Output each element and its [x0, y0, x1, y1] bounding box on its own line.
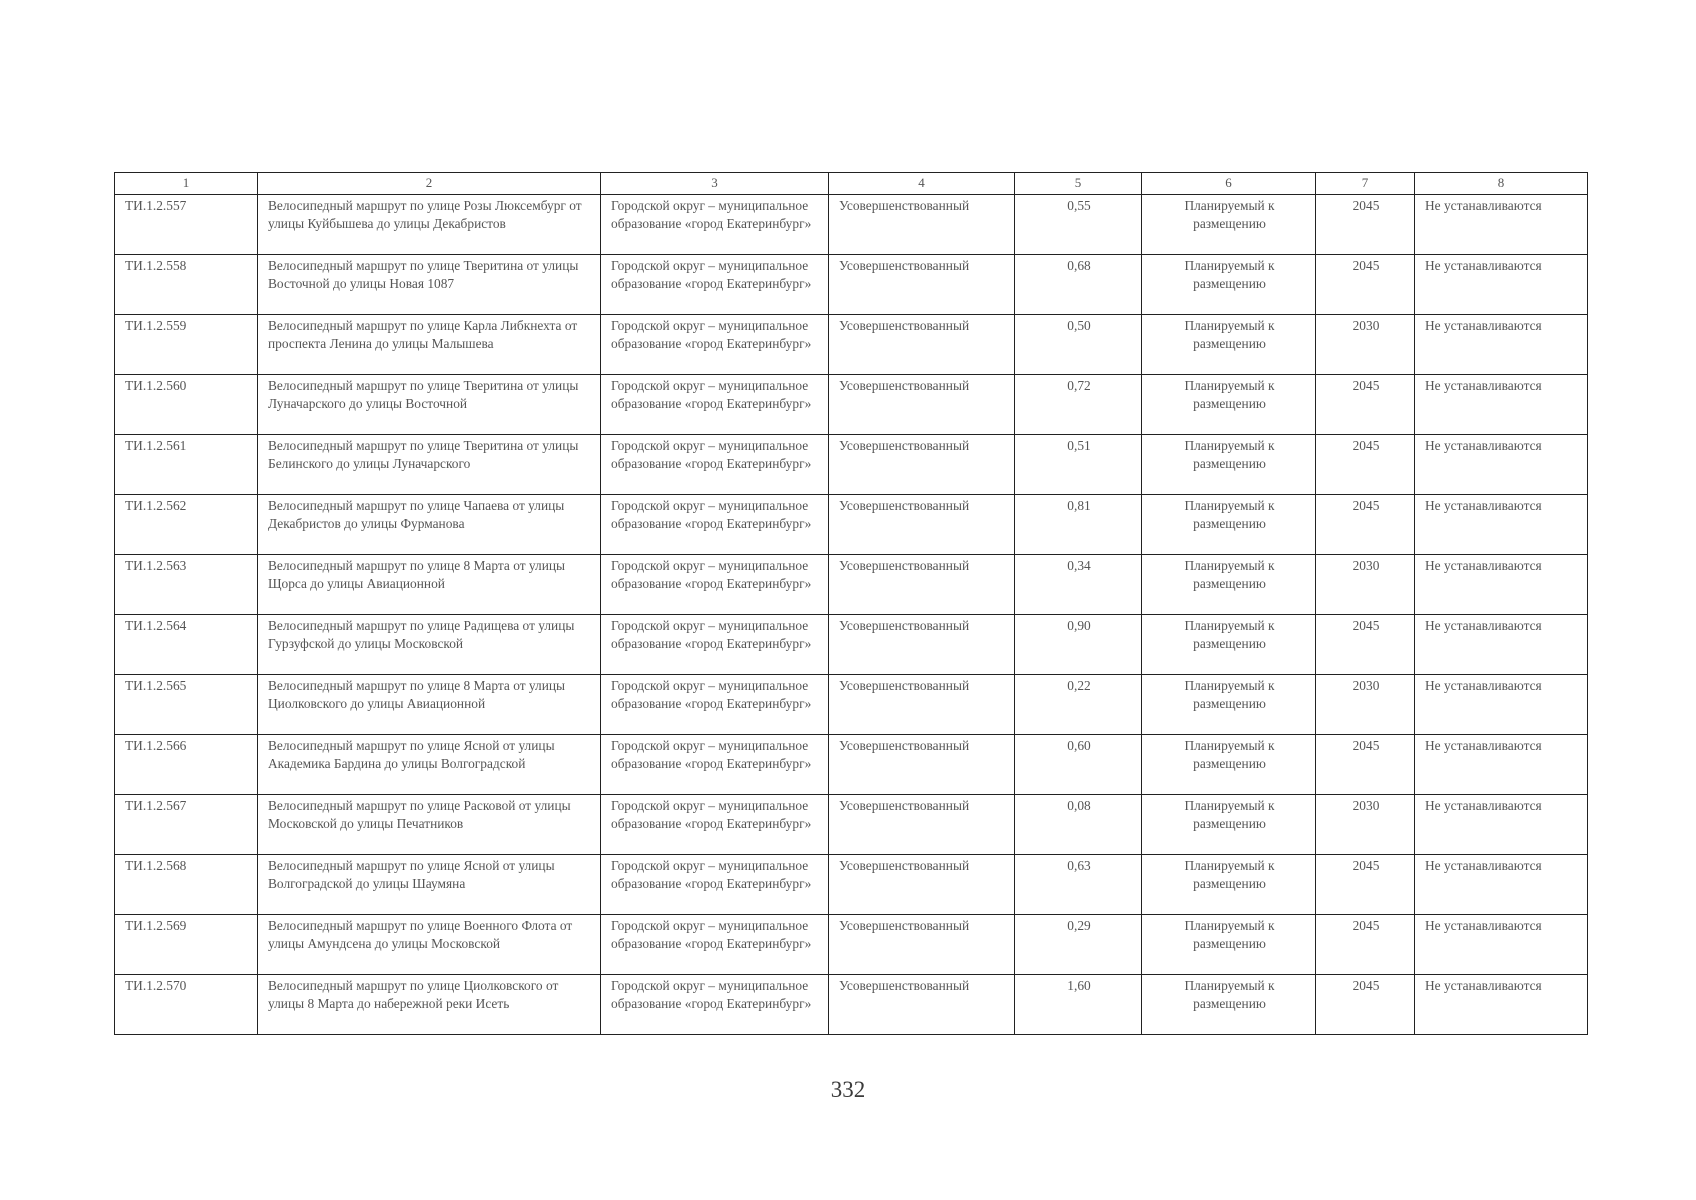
- route-location-cell: Городской округ – муниципальное образование «город Екатеринбург»: [601, 195, 829, 255]
- route-name-cell: Велосипедный маршрут по улице Розы Люксембург от улицы Куйбышева до улицы Декабристов: [258, 195, 601, 255]
- route-status-cell: Планируемый к размещению: [1142, 315, 1316, 375]
- column-header: 6: [1142, 173, 1316, 195]
- table-row: [115, 195, 1588, 255]
- route-zones-cell: Не устанавливаются: [1415, 975, 1588, 1035]
- route-type-cell: Усовершенствованный: [829, 495, 1015, 555]
- table-row: [115, 495, 1588, 555]
- route-id-cell: ТИ.1.2.567: [115, 795, 258, 855]
- route-status-cell: Планируемый к размещению: [1142, 255, 1316, 315]
- route-id-cell: ТИ.1.2.559: [115, 315, 258, 375]
- route-zones-cell: Не устанавливаются: [1415, 315, 1588, 375]
- route-status-cell: Планируемый к размещению: [1142, 375, 1316, 435]
- route-name-cell: Велосипедный маршрут по улице Расковой от улицы Московской до улицы Печатников: [258, 795, 601, 855]
- route-length-cell: 0,63: [1015, 855, 1142, 915]
- route-name-cell: Велосипедный маршрут по улице Карла Либкнехта от проспекта Ленина до улицы Малышева: [258, 315, 601, 375]
- route-id-cell: ТИ.1.2.562: [115, 495, 258, 555]
- route-name-cell: Велосипедный маршрут по улице Циолковского от улицы 8 Марта до набережной реки Исеть: [258, 975, 601, 1035]
- route-status-cell: Планируемый к размещению: [1142, 795, 1316, 855]
- column-header: 3: [601, 173, 829, 195]
- route-location-cell: Городской округ – муниципальное образование «город Екатеринбург»: [601, 255, 829, 315]
- route-location-cell: Городской округ – муниципальное образование «город Екатеринбург»: [601, 855, 829, 915]
- route-name-cell: Велосипедный маршрут по улице 8 Марта от улицы Циолковского до улицы Авиационной: [258, 675, 601, 735]
- route-zones-cell: Не устанавливаются: [1415, 495, 1588, 555]
- route-location-cell: Городской округ – муниципальное образование «город Екатеринбург»: [601, 735, 829, 795]
- route-length-cell: 0,60: [1015, 735, 1142, 795]
- route-name-cell: Велосипедный маршрут по улице Чапаева от улицы Декабристов до улицы Фурманова: [258, 495, 601, 555]
- route-type-cell: Усовершенствованный: [829, 975, 1015, 1035]
- route-type-cell: Усовершенствованный: [829, 615, 1015, 675]
- route-type-cell: Усовершенствованный: [829, 795, 1015, 855]
- route-name-cell: Велосипедный маршрут по улице Тверитина от улицы Белинского до улицы Луначарского: [258, 435, 601, 495]
- route-year-cell: 2045: [1316, 255, 1415, 315]
- route-location-cell: Городской округ – муниципальное образование «город Екатеринбург»: [601, 675, 829, 735]
- route-year-cell: 2030: [1316, 555, 1415, 615]
- route-location-cell: Городской округ – муниципальное образование «город Екатеринбург»: [601, 795, 829, 855]
- route-year-cell: 2030: [1316, 315, 1415, 375]
- route-zones-cell: Не устанавливаются: [1415, 255, 1588, 315]
- table-row: [115, 855, 1588, 915]
- route-length-cell: 0,72: [1015, 375, 1142, 435]
- table-row: [115, 675, 1588, 735]
- route-id-cell: ТИ.1.2.558: [115, 255, 258, 315]
- route-zones-cell: Не устанавливаются: [1415, 195, 1588, 255]
- table-row: [115, 975, 1588, 1035]
- route-id-cell: ТИ.1.2.564: [115, 615, 258, 675]
- route-zones-cell: Не устанавливаются: [1415, 915, 1588, 975]
- route-year-cell: 2045: [1316, 735, 1415, 795]
- route-length-cell: 0,90: [1015, 615, 1142, 675]
- route-type-cell: Усовершенствованный: [829, 435, 1015, 495]
- route-type-cell: Усовершенствованный: [829, 915, 1015, 975]
- route-id-cell: ТИ.1.2.563: [115, 555, 258, 615]
- column-header: 7: [1316, 173, 1415, 195]
- table-row: [115, 375, 1588, 435]
- route-status-cell: Планируемый к размещению: [1142, 195, 1316, 255]
- table-row: [115, 735, 1588, 795]
- route-status-cell: Планируемый к размещению: [1142, 915, 1316, 975]
- route-location-cell: Городской округ – муниципальное образование «город Екатеринбург»: [601, 615, 829, 675]
- table-row: [115, 255, 1588, 315]
- route-year-cell: 2045: [1316, 615, 1415, 675]
- route-status-cell: Планируемый к размещению: [1142, 735, 1316, 795]
- route-length-cell: 0,22: [1015, 675, 1142, 735]
- route-status-cell: Планируемый к размещению: [1142, 855, 1316, 915]
- route-location-cell: Городской округ – муниципальное образование «город Екатеринбург»: [601, 915, 829, 975]
- route-location-cell: Городской округ – муниципальное образование «город Екатеринбург»: [601, 375, 829, 435]
- route-id-cell: ТИ.1.2.557: [115, 195, 258, 255]
- route-zones-cell: Не устанавливаются: [1415, 615, 1588, 675]
- route-type-cell: Усовершенствованный: [829, 255, 1015, 315]
- route-year-cell: 2045: [1316, 915, 1415, 975]
- route-length-cell: 0,50: [1015, 315, 1142, 375]
- route-location-cell: Городской округ – муниципальное образование «город Екатеринбург»: [601, 975, 829, 1035]
- route-length-cell: 0,51: [1015, 435, 1142, 495]
- route-type-cell: Усовершенствованный: [829, 555, 1015, 615]
- route-type-cell: Усовершенствованный: [829, 735, 1015, 795]
- route-length-cell: 1,60: [1015, 975, 1142, 1035]
- route-name-cell: Велосипедный маршрут по улице Тверитина от улицы Луначарского до улицы Восточной: [258, 375, 601, 435]
- column-header: 4: [829, 173, 1015, 195]
- column-header: 1: [115, 173, 258, 195]
- table-header-row: [115, 173, 1588, 195]
- route-year-cell: 2045: [1316, 495, 1415, 555]
- route-year-cell: 2045: [1316, 195, 1415, 255]
- route-year-cell: 2030: [1316, 795, 1415, 855]
- route-id-cell: ТИ.1.2.568: [115, 855, 258, 915]
- route-location-cell: Городской округ – муниципальное образование «город Екатеринбург»: [601, 435, 829, 495]
- table-row: [115, 555, 1588, 615]
- route-type-cell: Усовершенствованный: [829, 315, 1015, 375]
- column-header: 2: [258, 173, 601, 195]
- route-length-cell: 0,55: [1015, 195, 1142, 255]
- table-row: [115, 315, 1588, 375]
- route-id-cell: ТИ.1.2.565: [115, 675, 258, 735]
- route-year-cell: 2045: [1316, 975, 1415, 1035]
- route-length-cell: 0,81: [1015, 495, 1142, 555]
- route-id-cell: ТИ.1.2.569: [115, 915, 258, 975]
- table-row: [115, 615, 1588, 675]
- routes-table: [114, 172, 1588, 1035]
- route-length-cell: 0,34: [1015, 555, 1142, 615]
- route-location-cell: Городской округ – муниципальное образование «город Екатеринбург»: [601, 495, 829, 555]
- route-zones-cell: Не устанавливаются: [1415, 675, 1588, 735]
- route-year-cell: 2045: [1316, 435, 1415, 495]
- route-length-cell: 0,08: [1015, 795, 1142, 855]
- table-row: [115, 795, 1588, 855]
- column-header: 5: [1015, 173, 1142, 195]
- route-location-cell: Городской округ – муниципальное образование «город Екатеринбург»: [601, 315, 829, 375]
- table-body: [115, 195, 1588, 1035]
- route-zones-cell: Не устанавливаются: [1415, 375, 1588, 435]
- route-name-cell: Велосипедный маршрут по улице Ясной от улицы Академика Бардина до улицы Волгоградской: [258, 735, 601, 795]
- route-name-cell: Велосипедный маршрут по улице Радищева от улицы Гурзуфской до улицы Московской: [258, 615, 601, 675]
- route-id-cell: ТИ.1.2.560: [115, 375, 258, 435]
- route-length-cell: 0,29: [1015, 915, 1142, 975]
- route-name-cell: Велосипедный маршрут по улице Военного Флота от улицы Амундсена до улицы Московской: [258, 915, 601, 975]
- route-zones-cell: Не устанавливаются: [1415, 795, 1588, 855]
- route-name-cell: Велосипедный маршрут по улице 8 Марта от улицы Щорса до улицы Авиационной: [258, 555, 601, 615]
- route-id-cell: ТИ.1.2.570: [115, 975, 258, 1035]
- route-status-cell: Планируемый к размещению: [1142, 615, 1316, 675]
- column-header: 8: [1415, 173, 1588, 195]
- table-row: [115, 435, 1588, 495]
- route-location-cell: Городской округ – муниципальное образование «город Екатеринбург»: [601, 555, 829, 615]
- route-name-cell: Велосипедный маршрут по улице Ясной от улицы Волгоградской до улицы Шаумяна: [258, 855, 601, 915]
- route-zones-cell: Не устанавливаются: [1415, 735, 1588, 795]
- route-status-cell: Планируемый к размещению: [1142, 555, 1316, 615]
- route-status-cell: Планируемый к размещению: [1142, 435, 1316, 495]
- page-number: 332: [830, 1077, 866, 1102]
- route-length-cell: 0,68: [1015, 255, 1142, 315]
- route-id-cell: ТИ.1.2.566: [115, 735, 258, 795]
- route-name-cell: Велосипедный маршрут по улице Тверитина от улицы Восточной до улицы Новая 1087: [258, 255, 601, 315]
- route-zones-cell: Не устанавливаются: [1415, 555, 1588, 615]
- route-type-cell: Усовершенствованный: [829, 195, 1015, 255]
- route-type-cell: Усовершенствованный: [829, 675, 1015, 735]
- route-status-cell: Планируемый к размещению: [1142, 975, 1316, 1035]
- route-zones-cell: Не устанавливаются: [1415, 435, 1588, 495]
- route-type-cell: Усовершенствованный: [829, 855, 1015, 915]
- route-zones-cell: Не устанавливаются: [1415, 855, 1588, 915]
- route-year-cell: 2045: [1316, 375, 1415, 435]
- route-year-cell: 2030: [1316, 675, 1415, 735]
- route-status-cell: Планируемый к размещению: [1142, 495, 1316, 555]
- route-status-cell: Планируемый к размещению: [1142, 675, 1316, 735]
- table-row: [115, 915, 1588, 975]
- route-type-cell: Усовершенствованный: [829, 375, 1015, 435]
- route-year-cell: 2045: [1316, 855, 1415, 915]
- route-id-cell: ТИ.1.2.561: [115, 435, 258, 495]
